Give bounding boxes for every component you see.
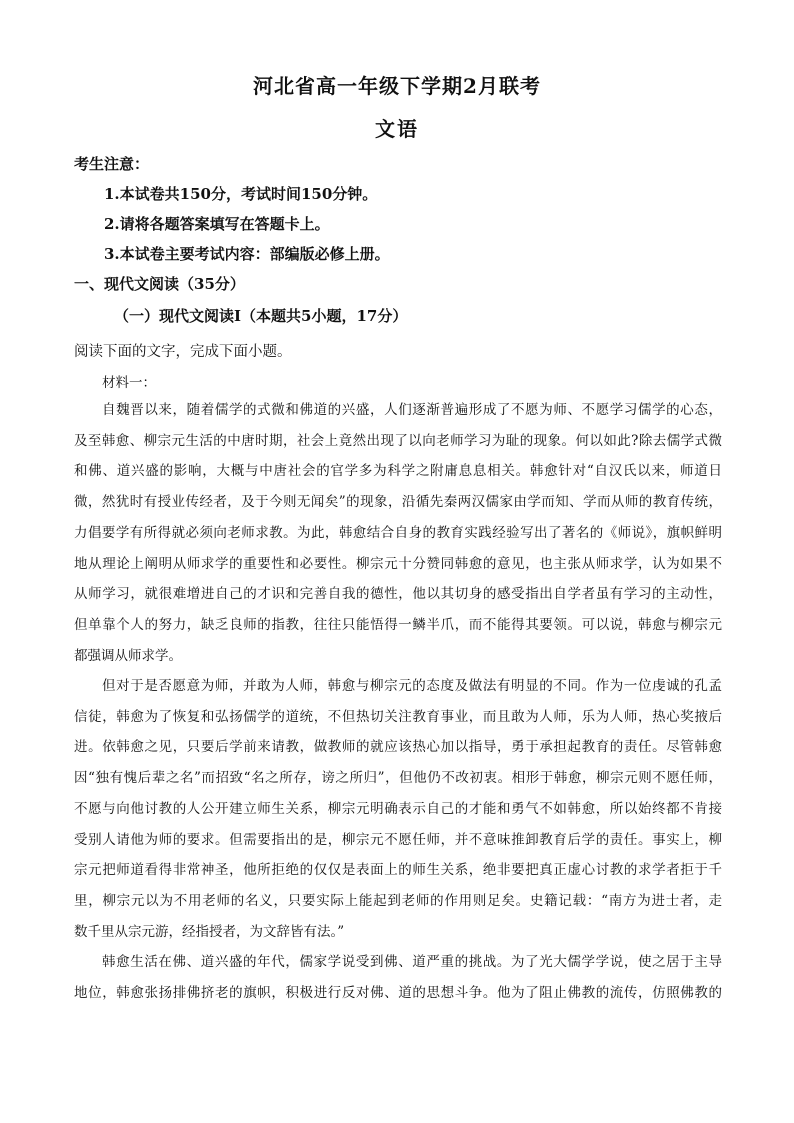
paragraph — [74, 947, 722, 1008]
notice-item: 2.请将各题答案填写在答题卡上。 — [104, 215, 330, 233]
paragraph-line: 自魏晋以来，随着儒学的式微和佛道的兴盛，人们逐渐普遍形成了不愿为师、不愿学习儒学的心态， — [102, 402, 722, 418]
paragraph-line: 但对于是否愿意为师，并敢为人师，韩愈与柳宗元的态度及做法有明显的不同。作为一位虔诚的孔孟 — [102, 678, 722, 694]
paragraph-line: 进。依韩愈之见，只要后学前来请教，做教师的就应该热心加以指导，勇于承担起教育的责任。尽管韩愈 — [74, 739, 722, 756]
reading-instruction: 阅读下面的文字，完成下面小题。 — [74, 344, 292, 360]
paragraph-line: 韩愈生活在佛、道兴盛的年代，儒家学说受到佛、道严重的挑战。为了光大儒学学说，使之居于主导 — [102, 954, 722, 970]
exam-subject: 文语 — [375, 117, 419, 141]
exam-title: 河北省高一年级下学期2月联考 — [253, 74, 541, 98]
paragraph-line: 但单靠个人的努力，缺乏良师的指教，往往只能悟得一鳞半爪，而不能得其要领。可以说，韩愈与柳宗元 — [74, 616, 722, 633]
paragraph-line: 微，然犹时有授业传经者，及于今则无闻矣”的现象，沿循先秦两汉儒家由学而知、学而从师的教育传统， — [74, 494, 722, 511]
paragraph-line: 都强调从师求学。 — [74, 647, 182, 664]
paragraph-line: 宗元把师道看得非常神圣，他所拒绝的仅仅是表面上的师生关系，绝非要把真正虚心讨教的求学者拒于千 — [74, 862, 722, 879]
section-heading: 一、现代文阅读（35分） — [74, 275, 245, 293]
paragraph-line: 里，柳宗元以为不用老师的名义，只要实际上能起到老师的作用则足矣。史籍记载：“南方为进士者，走 — [74, 892, 722, 909]
subsection-heading: （一）现代文阅读Ⅰ（本题共5小题，17分） — [114, 307, 408, 325]
paragraph-line: 从师学习，就很难增进自己的才识和完善自我的德性，他以其切身的感受指出自学者虽有学习的主动性， — [74, 586, 722, 603]
paragraph-line: 地从理论上阐明从师求学的重要性和必要性。柳宗元十分赞同韩愈的意见，也主张从师求学，认为如果不 — [74, 555, 722, 572]
notice-label: 考生注意： — [74, 155, 150, 173]
paragraph-line: 力倡要学有所得就必须向老师求教。为此，韩愈结合自身的教育实践经验写出了著名的《师说》，旗帜鲜明 — [74, 524, 722, 541]
notice-item: 3.本试卷主要考试内容：部编版必修上册。 — [104, 245, 390, 263]
paragraph-line: 数千里从宗元游，经指授者，为文辞皆有法。” — [74, 923, 345, 940]
paragraph-line: 及至韩愈、柳宗元生活的中唐时期，社会上竟然出现了以向老师学习为耻的现象。何以如此?除去儒学式微 — [74, 432, 722, 449]
paragraph-line: 受别人请他为师的要求。但需要指出的是，柳宗元不愿任师，并不意味推卸教育后学的责任。事实上，柳 — [74, 831, 722, 848]
material-label: 材料一： — [102, 375, 156, 391]
paragraph-line: 因“独有愧后辈之名”而招致“名之所存，谤之所归”，但他仍不改初衷。相形于韩愈，柳宗元则不愿任师， — [74, 770, 722, 787]
paragraph-line: 不愿与向他讨教的人公开建立师生关系，柳宗元明确表示自己的才能和勇气不如韩愈，所以始终都不肯接 — [74, 800, 722, 817]
paragraph-line: 和佛、道兴盛的影响，大概与中唐社会的官学多为科学之附庸息息相关。韩愈针对“自汉氏以来，师道日 — [74, 463, 722, 480]
paragraph-line: 地位，韩愈张扬排佛挤老的旗帜，积极进行反对佛、道的思想斗争。他为了阻止佛教的流传，仿照佛教的 — [74, 984, 722, 1001]
paragraph — [74, 395, 722, 671]
paragraph-line: 信徒，韩愈为了恢复和弘扬儒学的道统，不但热切关注教育事业，而且敢为人师，乐为人师，热心奖掖后 — [74, 708, 722, 725]
paragraph — [74, 671, 722, 947]
notice-item: 1.本试卷共150分，考试时间150分钟。 — [104, 185, 378, 203]
